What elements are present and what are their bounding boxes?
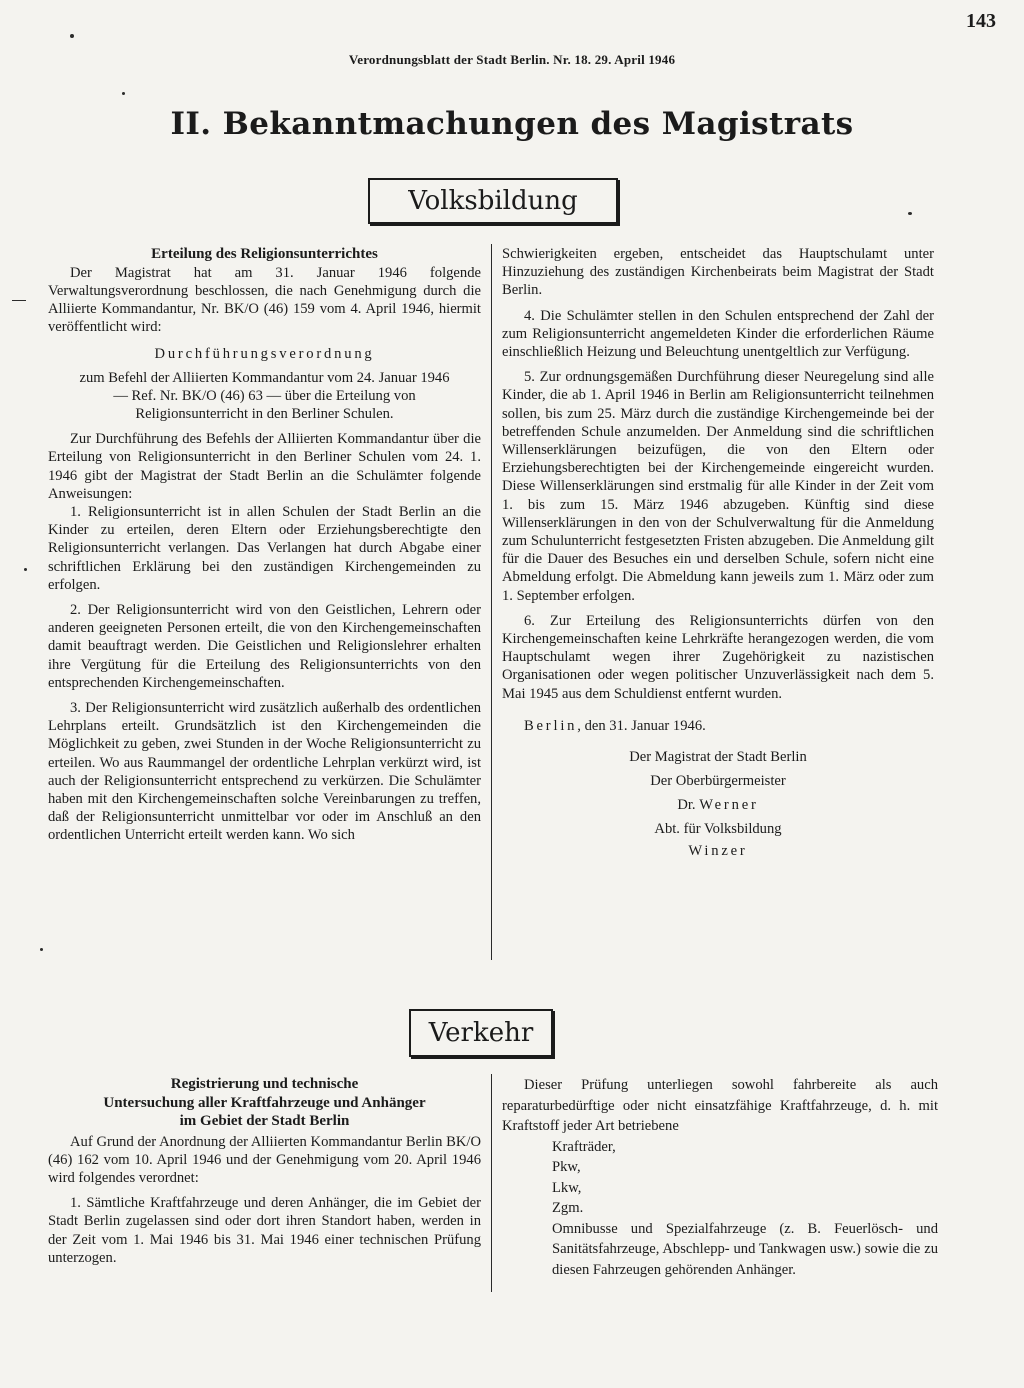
scan-speck	[12, 300, 26, 301]
vehicle-item: Lkw,	[552, 1179, 582, 1196]
running-head: Verordnungsblatt der Stadt Berlin. Nr. 18. 29. April 1946	[348, 52, 676, 67]
signature-name: Werner	[699, 797, 759, 814]
signature-block	[502, 745, 934, 863]
clause-5: 5. Zur ordnungsgemäßen Durchführung dieser Neuregelung sind alle Kinder, die ab 1. April 1946 in Berlin am Religionsunterricht teilnehmen sollen, bis zum 25. März durch die zuständige Kirchengemeinde bei der betreffenden Schule anzumelden. Der Anmeldung sind die schriftlichen Willenserklärungen beizufügen, die von den Eltern oder Erziehungsberechtigten bei der Kirchengemeinde eingereicht wurden. Diese Willenserklärungen sind erstmalig für alle Kinder in der Zeit vom 1. bis zum 15. März 1946 abzugeben. Künftig sind diese Willenserklärungen in den von der Schulverwaltung für die Anmeldung zum Schulunterricht festgesetzten Fristen abzugeben. Die Anmeldung gilt für die Dauer des Besuches ein und derselben Schule, sofern nicht eine Abmeldung erfolgt. Die Abmeldung kann jeweils zum 1. März oder zum 1. September erfolgen.	[502, 369, 934, 604]
signature-title: Dr.	[677, 797, 696, 814]
scan-speck	[24, 568, 27, 571]
verkehr-column-right	[502, 1075, 938, 1280]
signature-body: Der Magistrat der Stadt Berlin	[629, 749, 807, 766]
clause-6: 6. Zur Erteilung des Religionsunterrichts dürfen von den Kirchengemeinschaften keine Lehrkräfte herangezogen werden, die vom Hauptschulamt wegen ihrer Zugehörigkeit zu nazistischen Organisationen oder wegen politischer Unzuverlässigkeit nach dem 5. Mai 1945 aus dem Schuldienst entfernt wurden.	[502, 612, 934, 702]
signature-mayor	[502, 793, 934, 817]
verkehr-paragraph-4: Omnibusse und Spezialfahrzeuge (z. B. Feuerlösch- und Sanitätsfahrzeuge, Abschlepp- und Tankwagen usw.) sowie die zu diesen Fahrzeugen gehörenden Anhänger.	[552, 1220, 938, 1278]
article-heading-line-2: Untersuchung aller Kraftfahrzeuge und Anhänger	[103, 1094, 426, 1111]
signature-date: , den 31. Januar 1946.	[577, 717, 706, 734]
signature-dept-head: Winzer	[688, 843, 748, 860]
volksbildung-column-right	[502, 245, 934, 863]
verkehr-paragraph-3: Dieser Prüfung unterliegen sowohl fahrbereite als auch reparaturbedürftige oder nicht einsatzfähige Kraftfahrzeuge, d. h. mit Kraftstoff jeder Art betriebene	[502, 1077, 938, 1134]
vehicle-item: Zgm.	[552, 1200, 584, 1216]
signature-department: Abt. für Volksbildung	[654, 821, 782, 838]
volksbildung-column-left	[48, 245, 481, 845]
page-number: 143	[966, 10, 996, 32]
scan-speck	[70, 34, 74, 38]
ordinance-subtitle: zum Befehl der Alliierten Kommandantur vom 24. Januar 1946 — Ref. Nr. BK/O (46) 63 — über die Erteilung von Religionsunterricht in den Berliner Schulen.	[79, 369, 450, 422]
clause-1: 1. Religionsunterricht ist in allen Schulen der Stadt Berlin an die Kinder zu erteilen, deren Eltern oder Erziehungsberechtigte den Religionsunterricht verlangen. Das Verlangen hat durch Abgabe einer schriftlichen Erklärung bei den zuständigen Kirchengemeinden zu erfolgen.	[48, 503, 481, 593]
clause-4: 4. Die Schulämter stellen in den Schulen entsprechend der Zahl der zum Religionsunterricht angemeldeten Kinder die erforderlichen Räume einschließlich Heizung und Beleuchtung unentgeltlich zur Verfügung.	[502, 307, 934, 361]
section-title-volksbildung: Volksbildung	[368, 178, 618, 224]
column-divider-lower	[491, 1074, 492, 1292]
clause-2: 2. Der Religionsunterricht wird von den Geistlichen, Lehrern oder anderen geeigneten Personen erteilt, die von den Kirchengemeinschaften damit beauftragt werden. Die Geistlichen und Religionslehrer erhalten ihre Vergütung für die Erteilung des Religionsunterrichts von den entsprechenden Kirchengemeinschaften.	[48, 601, 481, 691]
main-title: II. Bekanntmachungen des Magistrats	[170, 106, 854, 142]
clause-3: 3. Der Religionsunterricht wird zusätzlich außerhalb des ordentlichen Lehrplans erteilt. Grundsätzlich ist den Kirchengemeinden die Möglichkeit zu geben, zwei Stunden in der Woche Religionsunterricht zu erteilen. Wo aus Raummangel der ordentliche Lehrplan verkürzt wird, ist auch der Religionsunterricht entsprechend zu verkürzen. Die Schulämter haben mit den Kirchengemeinschaften solche Vereinbarungen zu treffen, daß der Religionsunterricht unmittelbar vor oder im Anschluß an den ordentlichen Unterricht erteilt werden kann. Wo sich	[48, 699, 481, 844]
scan-speck	[908, 212, 912, 215]
article-heading-line-3: im Gebiet der Stadt Berlin	[179, 1113, 350, 1129]
verkehr-paragraph-1: Auf Grund der Anordnung der Alliierten Kommandantur Berlin BK/O (46) 162 vom 10. April 1946 und der Genehmigung vom 20. April 1946 wird folgendes verordnet:	[48, 1133, 481, 1186]
scan-speck	[122, 92, 125, 95]
vehicle-item: Krafträder,	[552, 1138, 616, 1155]
verkehr-column-left	[48, 1075, 481, 1267]
article-heading-line-1: Registrierung und technische	[170, 1076, 359, 1092]
signature-city: Berlin	[524, 717, 578, 734]
article-heading-religionsunterricht: Erteilung des Religionsunterrichtes	[151, 246, 378, 262]
signature-place-date	[502, 717, 934, 735]
signature-office: Der Oberbürgermeister	[650, 773, 786, 790]
vehicle-list	[552, 1137, 938, 1281]
intro-paragraph: Der Magistrat hat am 31. Januar 1946 folgende Verwaltungsverordnung beschlossen, die nach Genehmigung durch die Alliierte Kommandantur, Nr. BK/O (46) 159 vom 4. April 1946, hiermit veröffentlicht wird:	[48, 264, 481, 336]
verkehr-paragraph-2: 1. Sämtliche Kraftfahrzeuge und deren Anhänger, die im Gebiet der Stadt Berlin zugelassen sind oder dort ihren Standort haben, werden in der Zeit vom 1. Mai 1946 bis 31. Mai 1946 einer technischen Prüfung unterzogen.	[48, 1195, 481, 1266]
ordinance-title: Durchführungsverordnung	[154, 346, 375, 363]
vehicle-item: Pkw,	[552, 1159, 581, 1175]
preamble-paragraph: Zur Durchführung des Befehls der Alliierten Kommandantur über die Erteilung von Religionsunterricht in den Berliner Schulen vom 24. 1. 1946 gibt der Magistrat der Stadt Berlin an die Schulämter folgende Anweisungen:	[48, 431, 481, 502]
section-title-verkehr: Verkehr	[409, 1009, 553, 1057]
scan-speck	[40, 948, 43, 951]
clause-3-continuation: Schwierigkeiten ergeben, entscheidet das Hauptschulamt unter Hinzuziehung des zuständigen Kirchenbeirats beim Magistrat der Stadt Berlin.	[502, 246, 934, 299]
column-divider	[491, 244, 492, 960]
